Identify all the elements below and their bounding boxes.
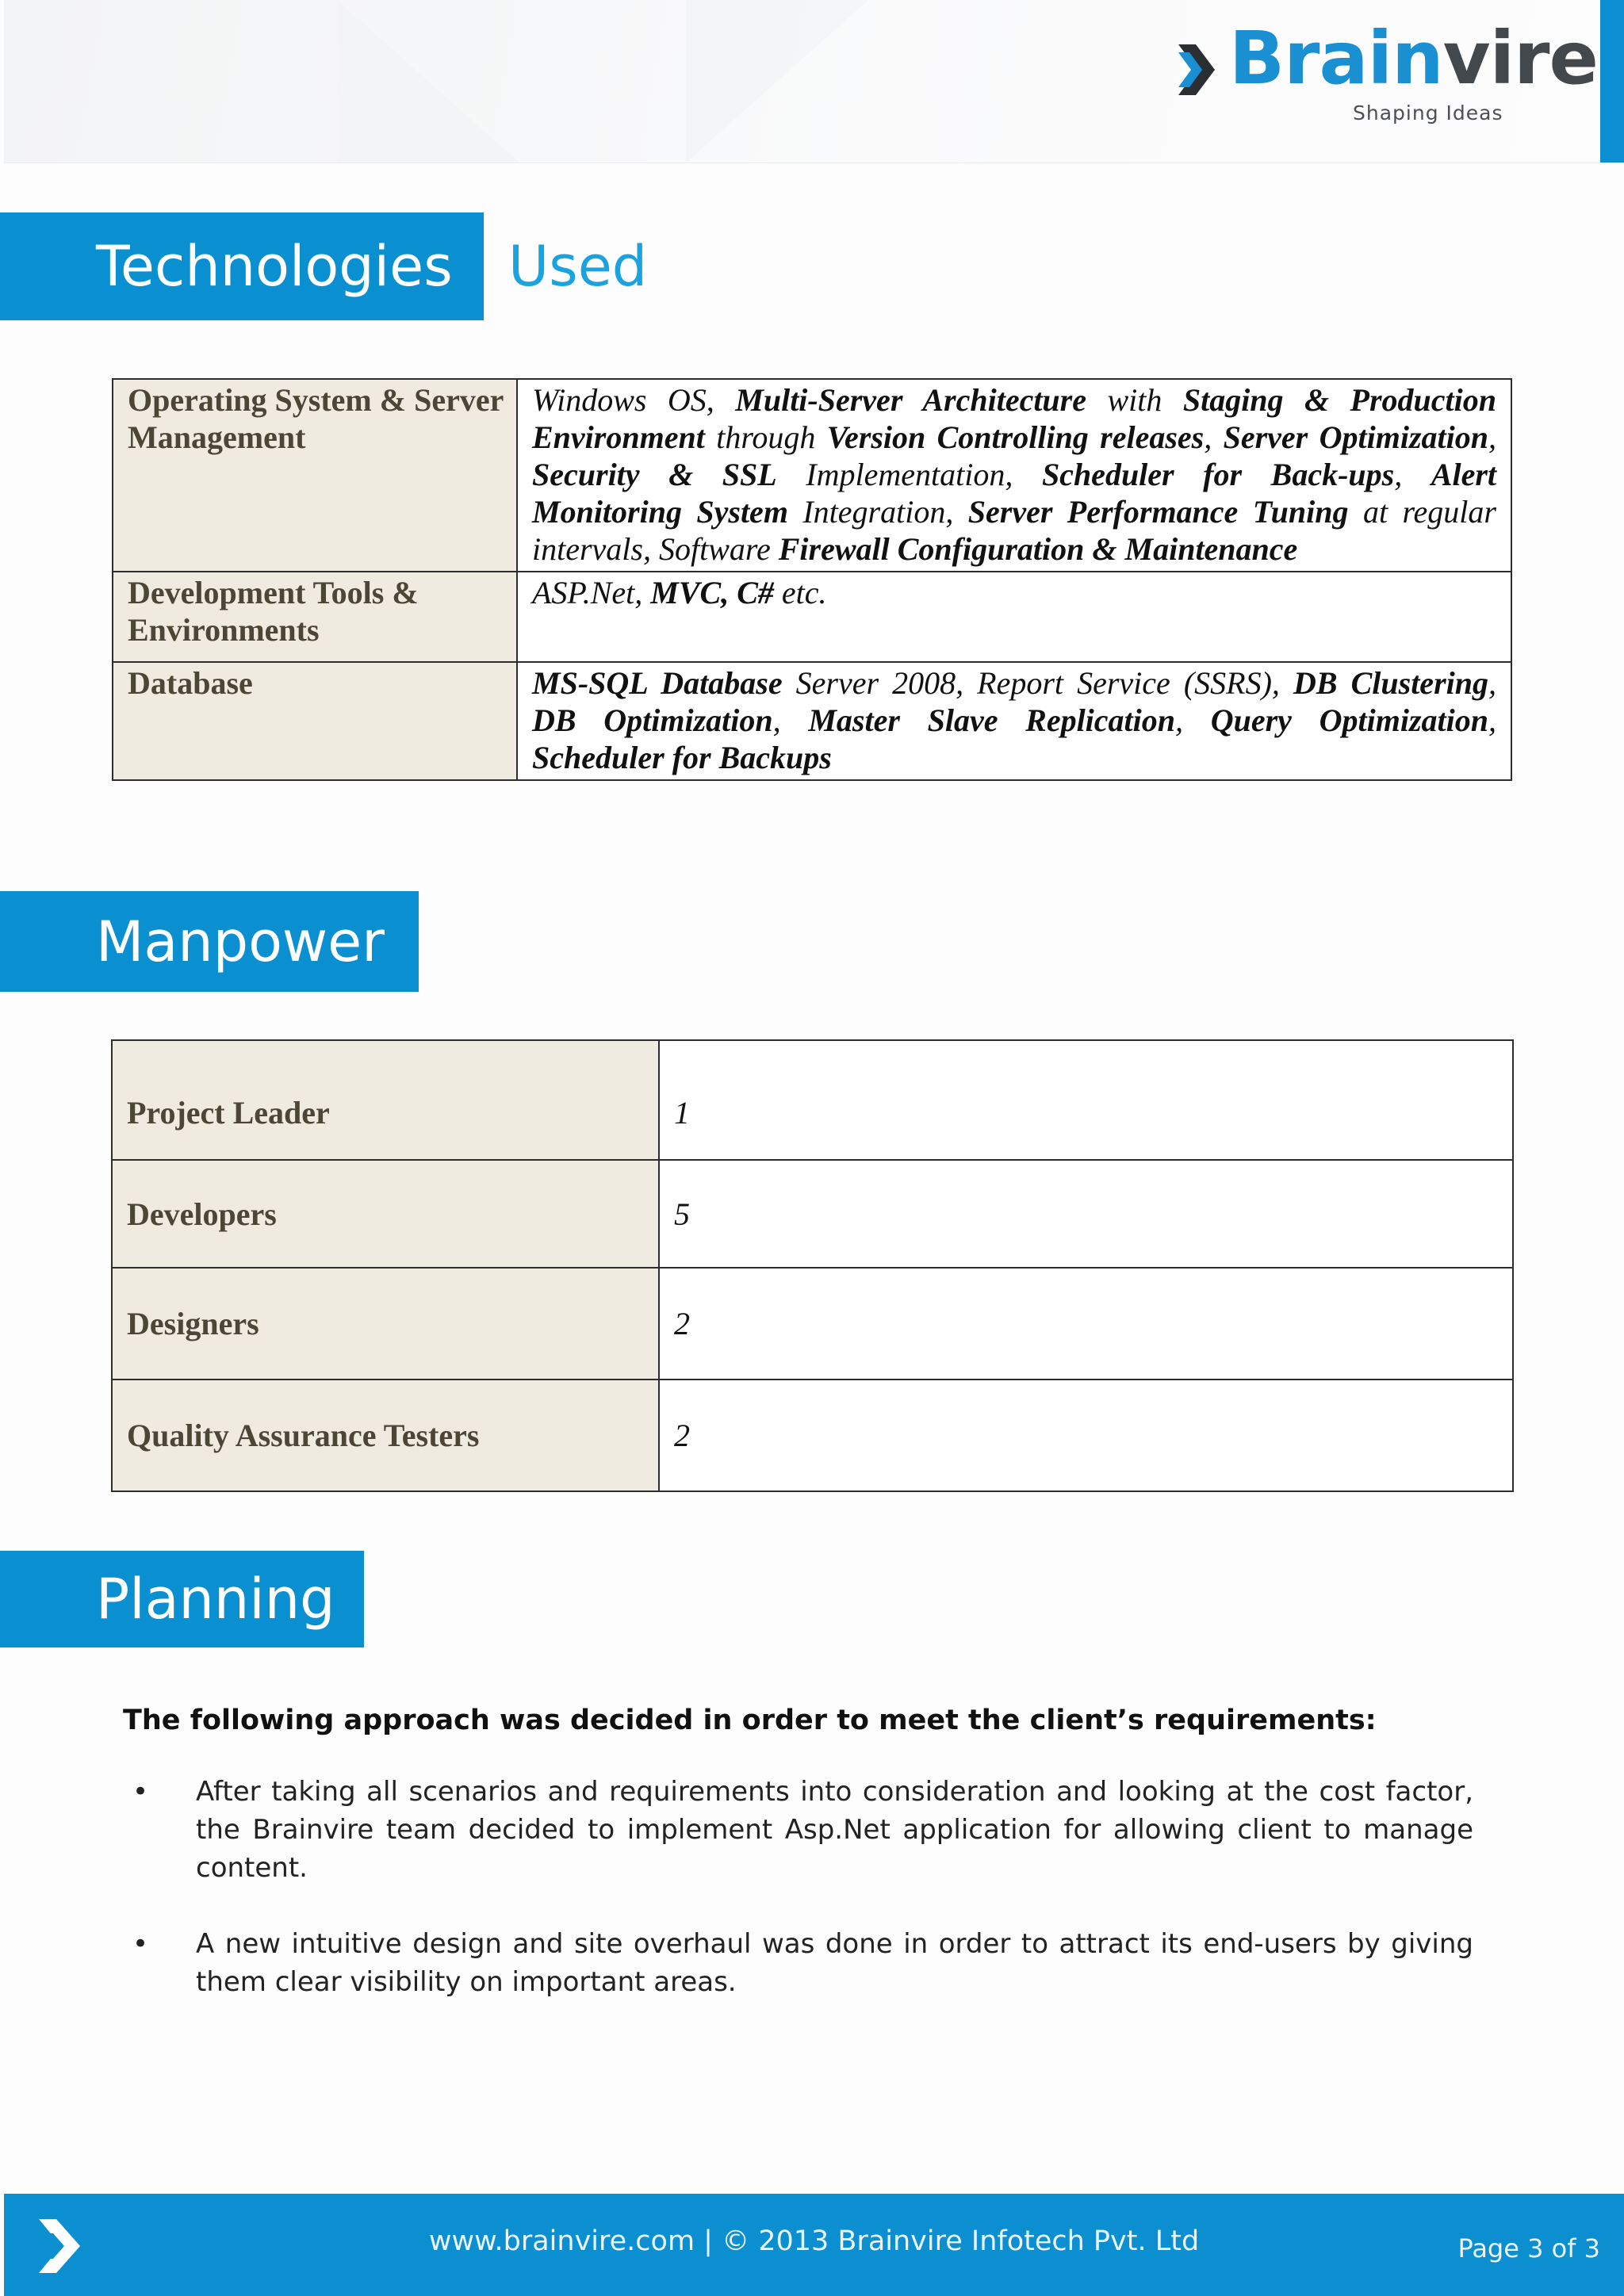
- technology-category: Database: [113, 662, 517, 780]
- list-item: [123, 1925, 1473, 2001]
- technology-highlight: Version Controlling releases: [826, 419, 1205, 455]
- technology-highlight: Staging & Production Environment: [532, 382, 1497, 455]
- planning-heading: Planning: [0, 1551, 364, 1647]
- technology-highlight: Alert Monitoring System: [532, 457, 1497, 530]
- logo-wordmark: Brainvire: [1229, 16, 1598, 101]
- brainvire-logo: [1178, 16, 1598, 132]
- technology-text: ,: [1488, 702, 1496, 738]
- technology-text: ,: [1394, 457, 1431, 492]
- technology-highlight: Server Optimization: [1223, 419, 1488, 455]
- technology-text: ,: [772, 702, 809, 738]
- technology-highlight: Multi-Server Architecture: [735, 382, 1087, 418]
- header-accent-bar: [1600, 0, 1624, 163]
- footer-bar: [4, 2194, 1624, 2296]
- technology-details: [517, 662, 1511, 780]
- technology-text: Server 2008, Report Service (SSRS),: [782, 665, 1293, 701]
- technology-row: [113, 572, 1511, 662]
- planning-intro: The following approach was decided in order to meet the client’s requirements:: [123, 1705, 1377, 1736]
- technology-text: ,: [1488, 419, 1496, 455]
- manpower-row: [112, 1040, 1513, 1160]
- manpower-role: Project Leader: [112, 1040, 659, 1160]
- technology-details: [517, 379, 1511, 572]
- manpower-heading: Manpower: [0, 891, 419, 992]
- technology-highlight: MVC, C#: [650, 575, 774, 610]
- bullet-text: After taking all scenarios and requirements into consideration and looking at the cost factor, the Brainvire team decided to implement Asp.Net application for allowing client to manage content.: [196, 1776, 1473, 1884]
- manpower-count: 1: [659, 1040, 1513, 1160]
- technology-highlight: Scheduler for Backups: [532, 740, 832, 775]
- manpower-role: Quality Assurance Testers: [112, 1380, 659, 1491]
- technology-highlight: Master Slave Replication: [808, 702, 1176, 738]
- technologies-table: [112, 378, 1512, 781]
- bullet-text: A new intuitive design and site overhaul was done in order to attract its end-users by giving them clear visibility on important areas.: [196, 1928, 1473, 1998]
- technology-text: Windows OS,: [532, 382, 736, 418]
- manpower-role: Designers: [112, 1268, 659, 1380]
- technology-highlight: Server Performance Tuning: [967, 494, 1349, 530]
- page-number: Page 3 of 3: [1457, 2233, 1600, 2263]
- technology-text: ,: [1204, 419, 1224, 455]
- technology-category: Development Tools & Environments: [113, 572, 517, 662]
- manpower-row: [112, 1380, 1513, 1491]
- header-decoration: [686, 0, 868, 163]
- technology-text: Implementation,: [776, 457, 1042, 492]
- technology-category: Operating System & Server Management: [113, 379, 517, 572]
- manpower-role: Developers: [112, 1160, 659, 1268]
- bullet-icon: •: [132, 1928, 149, 1960]
- technology-highlight: Scheduler for Back-ups: [1041, 457, 1395, 492]
- technology-text: at regular intervals, Software: [532, 494, 1496, 567]
- manpower-count: 2: [659, 1380, 1513, 1491]
- manpower-count: 5: [659, 1160, 1513, 1268]
- technology-text: Integration,: [787, 494, 968, 530]
- technology-text: through: [704, 419, 827, 455]
- manpower-count: 2: [659, 1268, 1513, 1380]
- technology-row: [113, 379, 1511, 572]
- technology-details: [517, 572, 1511, 662]
- technology-text: ASP.Net,: [532, 575, 651, 610]
- technology-highlight: DB Clustering: [1293, 665, 1488, 701]
- brainvire-logo-icon: [1178, 44, 1216, 95]
- logo-tagline: Shaping Ideas: [1353, 101, 1503, 124]
- manpower-table: [111, 1039, 1514, 1492]
- technology-highlight: MS-SQL Database: [532, 665, 783, 701]
- manpower-row: [112, 1160, 1513, 1268]
- technology-text: ,: [1175, 702, 1211, 738]
- technology-row: [113, 662, 1511, 780]
- technology-highlight: DB Optimization: [532, 702, 773, 738]
- technology-text: ,: [1488, 665, 1496, 701]
- header-decoration: [337, 0, 519, 163]
- bullet-icon: •: [132, 1776, 149, 1808]
- technologies-heading-suffix: Used: [508, 234, 648, 299]
- footer-copyright: www.brainvire.com | © 2013 Brainvire Infotech Pvt. Ltd: [428, 2225, 1200, 2257]
- technology-highlight: Security & SSL: [532, 457, 777, 492]
- technology-text: with: [1086, 382, 1183, 418]
- technology-highlight: Query Optimization: [1210, 702, 1488, 738]
- technologies-heading: Technologies: [0, 212, 484, 320]
- technology-text: etc.: [773, 575, 827, 610]
- manpower-row: [112, 1268, 1513, 1380]
- planning-bullet-list: [123, 1773, 1473, 2039]
- technology-highlight: Firewall Configuration & Maintenance: [778, 531, 1298, 567]
- list-item: [123, 1773, 1473, 1887]
